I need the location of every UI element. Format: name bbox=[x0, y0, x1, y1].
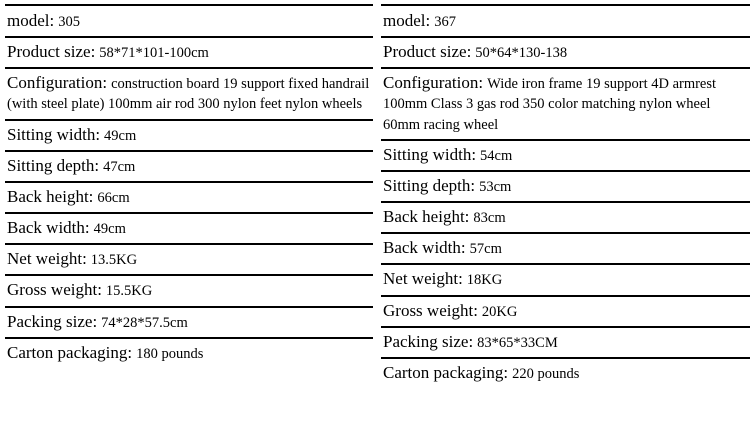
row-label: model: bbox=[383, 11, 431, 30]
table-row bbox=[381, 4, 750, 38]
row-label: model: bbox=[7, 11, 55, 30]
row-label: Packing size: bbox=[383, 331, 474, 351]
table-row bbox=[381, 172, 750, 203]
table-row bbox=[381, 203, 750, 234]
table-row bbox=[5, 214, 373, 245]
table-spacer bbox=[5, 368, 373, 437]
row-value: 180 pounds bbox=[136, 345, 204, 362]
table-row bbox=[5, 339, 373, 368]
row-label: Product size: bbox=[383, 42, 472, 62]
right-spec-table bbox=[377, 0, 755, 441]
row-value: 220 pounds bbox=[512, 365, 580, 382]
table-row bbox=[5, 152, 373, 183]
row-value: 50*64*130-138 bbox=[475, 45, 568, 62]
row-label: Back height: bbox=[383, 207, 470, 227]
row-value: 66cm bbox=[97, 189, 130, 206]
table-row bbox=[5, 308, 373, 339]
row-label: Gross weight: bbox=[383, 300, 478, 320]
left-spec-table bbox=[0, 0, 377, 441]
table-row bbox=[5, 276, 373, 307]
table-row bbox=[5, 183, 373, 214]
table-row bbox=[381, 328, 750, 359]
row-label: Back height: bbox=[7, 186, 94, 206]
row-label: Sitting width: bbox=[7, 124, 101, 144]
row-label: Sitting depth: bbox=[7, 155, 100, 175]
row-label: Sitting width: bbox=[383, 144, 477, 164]
table-row bbox=[381, 141, 750, 172]
row-label: Carton packaging: bbox=[383, 362, 509, 382]
row-value: 83*65*33CM bbox=[477, 334, 558, 351]
row-value: 18KG bbox=[466, 272, 503, 289]
table-row bbox=[381, 359, 750, 388]
row-label: Product size: bbox=[7, 42, 96, 62]
row-value: 367 bbox=[434, 14, 456, 30]
row-value: 20KG bbox=[481, 303, 518, 320]
table-row bbox=[5, 121, 373, 152]
row-label: Sitting depth: bbox=[383, 175, 476, 195]
row-value: Wide iron frame 19 support 4D armrest 100mm Class 3 gas rod 350 color matching nylon wheel 60mm racing wheel bbox=[383, 76, 717, 133]
row-label: Configuration: bbox=[7, 73, 108, 93]
row-value: 13.5KG bbox=[90, 252, 138, 269]
row-label: Back width: bbox=[7, 218, 90, 238]
row-label: Gross weight: bbox=[7, 280, 102, 300]
row-label: Net weight: bbox=[383, 269, 463, 289]
row-value: 15.5KG bbox=[105, 283, 153, 300]
row-value: 83cm bbox=[473, 210, 506, 227]
table-row bbox=[381, 69, 750, 140]
row-value: 58*71*101-100cm bbox=[99, 45, 209, 62]
table-row bbox=[381, 265, 750, 296]
table-row bbox=[5, 4, 373, 38]
row-value: 49cm bbox=[104, 127, 137, 144]
row-label: Carton packaging: bbox=[7, 342, 133, 362]
row-value: 54cm bbox=[480, 147, 513, 164]
row-value: 305 bbox=[58, 14, 80, 30]
table-row bbox=[381, 234, 750, 265]
table-row bbox=[381, 38, 750, 69]
row-value: 47cm bbox=[103, 158, 136, 175]
table-row bbox=[5, 69, 373, 120]
row-value: 49cm bbox=[93, 221, 126, 238]
row-label: Net weight: bbox=[7, 249, 87, 269]
row-label: Packing size: bbox=[7, 311, 98, 331]
row-value: 57cm bbox=[469, 241, 502, 258]
row-value: construction board 19 support fixed handrail (with steel plate) 100mm air rod 300 nylon feet nylon wheels bbox=[7, 76, 370, 113]
table-row bbox=[5, 245, 373, 276]
table-row bbox=[381, 297, 750, 328]
table-row bbox=[5, 38, 373, 69]
row-value: 53cm bbox=[479, 178, 512, 195]
table-spacer bbox=[381, 388, 750, 437]
row-value: 74*28*57.5cm bbox=[101, 314, 188, 331]
row-label: Configuration: bbox=[383, 73, 484, 93]
row-label: Back width: bbox=[383, 238, 466, 258]
